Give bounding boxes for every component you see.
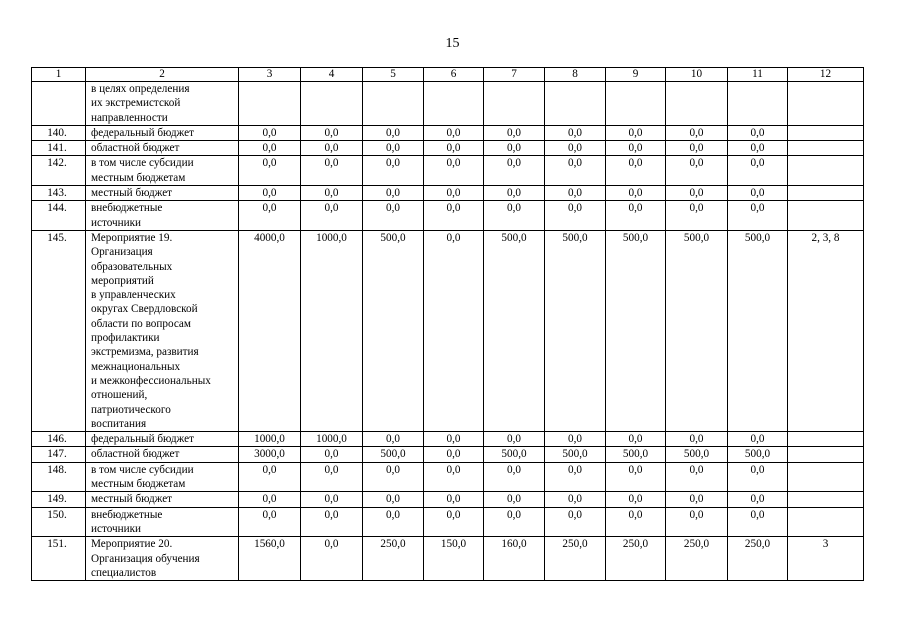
value-cell xyxy=(728,82,788,126)
value-cell: 0,0 xyxy=(606,125,666,140)
row-description: федеральный бюджет xyxy=(86,432,239,447)
notes-cell: 2, 3, 8 xyxy=(788,230,864,431)
value-cell: 0,0 xyxy=(363,156,424,186)
value-cell: 0,0 xyxy=(239,492,301,507)
table-row xyxy=(32,230,864,431)
row-number: 144. xyxy=(32,201,86,231)
notes-cell xyxy=(788,507,864,537)
value-cell: 500,0 xyxy=(363,230,424,431)
value-cell: 0,0 xyxy=(363,125,424,140)
table-row xyxy=(32,432,864,447)
value-cell: 0,0 xyxy=(484,156,545,186)
row-number: 141. xyxy=(32,141,86,156)
value-cell: 500,0 xyxy=(606,230,666,431)
value-cell: 0,0 xyxy=(484,462,545,492)
value-cell: 0,0 xyxy=(545,432,606,447)
value-cell: 0,0 xyxy=(545,201,606,231)
table-body xyxy=(32,68,864,581)
value-cell: 0,0 xyxy=(666,492,728,507)
value-cell: 0,0 xyxy=(666,156,728,186)
notes-cell xyxy=(788,462,864,492)
value-cell: 0,0 xyxy=(545,125,606,140)
row-number: 145. xyxy=(32,230,86,431)
value-cell: 0,0 xyxy=(545,507,606,537)
value-cell: 500,0 xyxy=(606,447,666,462)
value-cell: 1000,0 xyxy=(239,432,301,447)
notes-cell xyxy=(788,156,864,186)
value-cell: 4000,0 xyxy=(239,230,301,431)
value-cell: 0,0 xyxy=(728,462,788,492)
value-cell: 0,0 xyxy=(239,186,301,201)
row-description: местный бюджет xyxy=(86,492,239,507)
column-header: 7 xyxy=(484,68,545,82)
notes-cell xyxy=(788,447,864,462)
value-cell: 0,0 xyxy=(666,186,728,201)
value-cell: 500,0 xyxy=(545,447,606,462)
row-number: 142. xyxy=(32,156,86,186)
value-cell: 500,0 xyxy=(363,447,424,462)
row-number: 147. xyxy=(32,447,86,462)
page-number: 15 xyxy=(445,36,460,51)
table-row xyxy=(32,141,864,156)
table-row xyxy=(32,447,864,462)
column-header: 9 xyxy=(606,68,666,82)
column-header: 4 xyxy=(301,68,363,82)
value-cell: 0,0 xyxy=(666,125,728,140)
value-cell: 0,0 xyxy=(728,141,788,156)
value-cell: 0,0 xyxy=(424,201,484,231)
value-cell: 0,0 xyxy=(301,507,363,537)
notes-cell xyxy=(788,125,864,140)
value-cell: 0,0 xyxy=(484,125,545,140)
value-cell: 0,0 xyxy=(424,447,484,462)
table-row xyxy=(32,82,864,126)
header-row xyxy=(32,68,864,82)
value-cell: 0,0 xyxy=(301,141,363,156)
value-cell: 250,0 xyxy=(728,537,788,581)
value-cell xyxy=(363,82,424,126)
value-cell xyxy=(301,82,363,126)
table-row xyxy=(32,462,864,492)
value-cell xyxy=(666,82,728,126)
value-cell: 1000,0 xyxy=(301,230,363,431)
value-cell: 0,0 xyxy=(728,156,788,186)
value-cell: 0,0 xyxy=(606,507,666,537)
value-cell: 0,0 xyxy=(239,462,301,492)
value-cell: 150,0 xyxy=(424,537,484,581)
value-cell: 0,0 xyxy=(363,201,424,231)
value-cell: 0,0 xyxy=(363,432,424,447)
value-cell xyxy=(545,82,606,126)
column-header: 6 xyxy=(424,68,484,82)
row-number: 150. xyxy=(32,507,86,537)
value-cell xyxy=(484,82,545,126)
notes-cell xyxy=(788,492,864,507)
value-cell: 0,0 xyxy=(424,125,484,140)
value-cell: 0,0 xyxy=(606,462,666,492)
value-cell: 0,0 xyxy=(545,156,606,186)
table-row xyxy=(32,537,864,581)
value-cell: 500,0 xyxy=(666,447,728,462)
value-cell: 0,0 xyxy=(484,507,545,537)
column-header: 1 xyxy=(32,68,86,82)
value-cell: 0,0 xyxy=(239,156,301,186)
notes-cell xyxy=(788,201,864,231)
value-cell: 0,0 xyxy=(301,447,363,462)
value-cell: 250,0 xyxy=(666,537,728,581)
value-cell: 250,0 xyxy=(606,537,666,581)
value-cell: 0,0 xyxy=(239,201,301,231)
value-cell: 0,0 xyxy=(484,432,545,447)
value-cell: 0,0 xyxy=(545,186,606,201)
value-cell: 0,0 xyxy=(363,507,424,537)
value-cell: 0,0 xyxy=(301,201,363,231)
value-cell xyxy=(606,82,666,126)
value-cell: 0,0 xyxy=(363,186,424,201)
value-cell: 0,0 xyxy=(666,201,728,231)
value-cell: 500,0 xyxy=(728,447,788,462)
value-cell: 0,0 xyxy=(301,186,363,201)
notes-cell: 3 xyxy=(788,537,864,581)
value-cell: 0,0 xyxy=(728,201,788,231)
row-description: внебюджетные источники xyxy=(86,507,239,537)
value-cell: 250,0 xyxy=(363,537,424,581)
value-cell: 0,0 xyxy=(545,462,606,492)
value-cell: 0,0 xyxy=(484,186,545,201)
value-cell: 0,0 xyxy=(606,432,666,447)
budget-table xyxy=(31,67,864,581)
value-cell: 0,0 xyxy=(606,141,666,156)
value-cell: 0,0 xyxy=(728,186,788,201)
table-row xyxy=(32,201,864,231)
value-cell: 500,0 xyxy=(484,230,545,431)
value-cell: 1000,0 xyxy=(301,432,363,447)
column-header: 3 xyxy=(239,68,301,82)
row-number: 151. xyxy=(32,537,86,581)
row-description: областной бюджет xyxy=(86,447,239,462)
value-cell: 0,0 xyxy=(545,141,606,156)
value-cell: 0,0 xyxy=(301,156,363,186)
table-row xyxy=(32,186,864,201)
value-cell: 0,0 xyxy=(728,507,788,537)
value-cell: 0,0 xyxy=(484,201,545,231)
value-cell: 0,0 xyxy=(728,432,788,447)
notes-cell xyxy=(788,186,864,201)
row-number: 148. xyxy=(32,462,86,492)
value-cell: 0,0 xyxy=(239,125,301,140)
row-number: 149. xyxy=(32,492,86,507)
value-cell: 1560,0 xyxy=(239,537,301,581)
value-cell: 0,0 xyxy=(424,507,484,537)
row-number xyxy=(32,82,86,126)
value-cell: 0,0 xyxy=(606,201,666,231)
value-cell: 0,0 xyxy=(666,507,728,537)
row-number: 140. xyxy=(32,125,86,140)
value-cell: 0,0 xyxy=(424,432,484,447)
value-cell: 0,0 xyxy=(606,186,666,201)
value-cell: 0,0 xyxy=(424,141,484,156)
notes-cell xyxy=(788,82,864,126)
value-cell: 250,0 xyxy=(545,537,606,581)
table-row xyxy=(32,156,864,186)
value-cell: 0,0 xyxy=(424,462,484,492)
value-cell: 0,0 xyxy=(363,141,424,156)
row-description: Мероприятие 20. Организация обучения специалистов xyxy=(86,537,239,581)
notes-cell xyxy=(788,432,864,447)
value-cell: 0,0 xyxy=(666,462,728,492)
value-cell: 0,0 xyxy=(424,156,484,186)
row-description: Мероприятие 19. Организация образовательных мероприятий в управленческих округах Свердловской области по вопросам профилактики экстремизма, развития межнациональных и межконфессиональных отношений, патриотического воспитания xyxy=(86,230,239,431)
value-cell: 0,0 xyxy=(424,230,484,431)
row-number: 146. xyxy=(32,432,86,447)
value-cell: 0,0 xyxy=(666,141,728,156)
value-cell: 0,0 xyxy=(301,537,363,581)
table-row xyxy=(32,125,864,140)
value-cell: 0,0 xyxy=(484,492,545,507)
row-description: областной бюджет xyxy=(86,141,239,156)
value-cell: 0,0 xyxy=(728,125,788,140)
value-cell: 0,0 xyxy=(424,186,484,201)
table-row xyxy=(32,507,864,537)
value-cell: 500,0 xyxy=(728,230,788,431)
value-cell: 0,0 xyxy=(606,492,666,507)
value-cell: 0,0 xyxy=(301,125,363,140)
column-header: 2 xyxy=(86,68,239,82)
row-description: в целях определения их экстремистской направленности xyxy=(86,82,239,126)
row-description: в том числе субсидии местным бюджетам xyxy=(86,462,239,492)
notes-cell xyxy=(788,141,864,156)
row-description: местный бюджет xyxy=(86,186,239,201)
column-header: 11 xyxy=(728,68,788,82)
value-cell: 0,0 xyxy=(301,492,363,507)
table-row xyxy=(32,492,864,507)
value-cell xyxy=(239,82,301,126)
value-cell: 0,0 xyxy=(239,507,301,537)
column-header: 8 xyxy=(545,68,606,82)
row-description: внебюджетные источники xyxy=(86,201,239,231)
value-cell: 0,0 xyxy=(666,432,728,447)
value-cell: 0,0 xyxy=(239,141,301,156)
column-header: 5 xyxy=(363,68,424,82)
value-cell xyxy=(424,82,484,126)
value-cell: 0,0 xyxy=(424,492,484,507)
value-cell: 0,0 xyxy=(363,462,424,492)
value-cell: 0,0 xyxy=(545,492,606,507)
value-cell: 0,0 xyxy=(728,492,788,507)
value-cell: 160,0 xyxy=(484,537,545,581)
column-header: 10 xyxy=(666,68,728,82)
value-cell: 0,0 xyxy=(484,141,545,156)
value-cell: 0,0 xyxy=(301,462,363,492)
column-header: 12 xyxy=(788,68,864,82)
value-cell: 3000,0 xyxy=(239,447,301,462)
value-cell: 0,0 xyxy=(363,492,424,507)
row-number: 143. xyxy=(32,186,86,201)
value-cell: 500,0 xyxy=(666,230,728,431)
value-cell: 500,0 xyxy=(545,230,606,431)
row-description: в том числе субсидии местным бюджетам xyxy=(86,156,239,186)
value-cell: 0,0 xyxy=(606,156,666,186)
value-cell: 500,0 xyxy=(484,447,545,462)
row-description: федеральный бюджет xyxy=(86,125,239,140)
